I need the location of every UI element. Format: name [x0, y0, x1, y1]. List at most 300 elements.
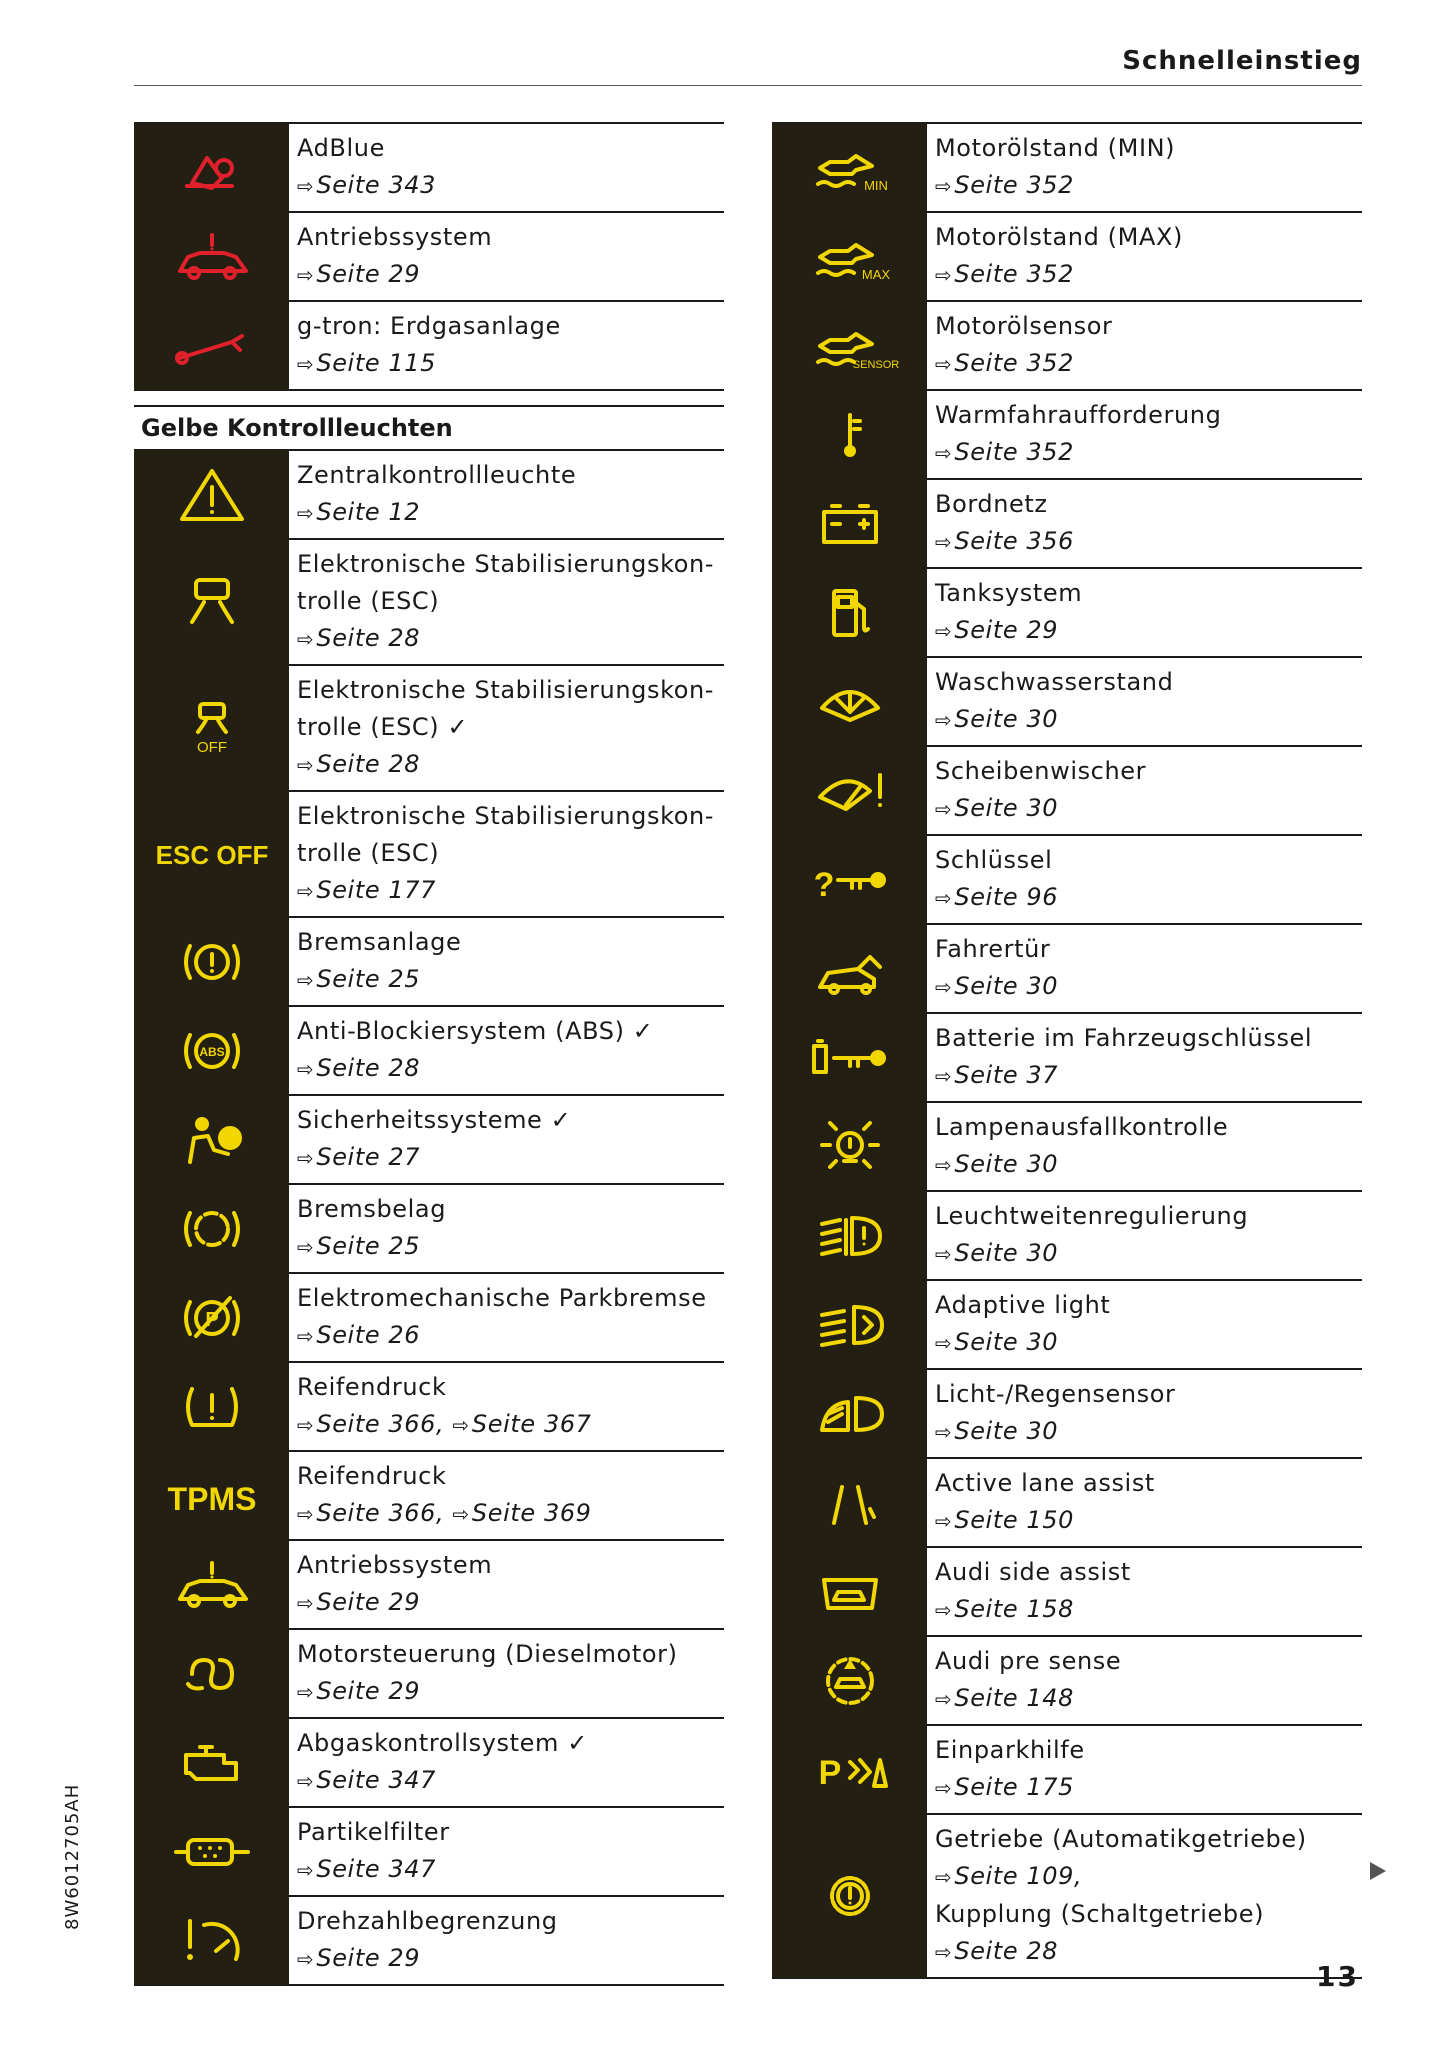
washer-fluid-icon: [772, 657, 927, 746]
arrow-right-icon: ⇨: [297, 1591, 315, 1615]
indicator-row: [772, 1724, 1362, 1813]
indicator-label: Licht-/Regensensor: [935, 1380, 1176, 1408]
oil-sensor-icon: [772, 301, 927, 390]
indicator-label: Elektronische Stabilisierungskon- trolle (ESC) ✓: [297, 676, 715, 741]
page-reference-line: [297, 1050, 724, 1088]
indicator-row: [134, 211, 724, 300]
indicator-row: [772, 1190, 1362, 1279]
page-reference-line: [935, 1769, 1362, 1807]
page-reference-link[interactable]: Seite 369: [471, 1499, 592, 1527]
page-reference-line: [935, 1502, 1362, 1540]
indicator-description: [927, 1548, 1362, 1635]
indicator-description: [289, 1719, 724, 1806]
indicator-description: [289, 1541, 724, 1628]
indicator-description: [289, 1185, 724, 1272]
page-reference-line: [297, 494, 724, 532]
indicator-description: [927, 658, 1362, 745]
page-reference-link[interactable]: Seite 352: [954, 438, 1075, 466]
indicator-row: [134, 1895, 724, 1986]
indicator-description: [289, 1363, 724, 1450]
indicator-row: [772, 1368, 1362, 1457]
page-reference-line: [297, 1317, 724, 1355]
header-rule: [134, 85, 1362, 86]
arrow-right-icon: ⇨: [935, 708, 953, 732]
page-reference-link[interactable]: Seite 96: [954, 883, 1059, 911]
indicator-description: [927, 124, 1362, 211]
indicator-row: [134, 538, 724, 664]
indicator-row: [772, 389, 1362, 478]
indicator-label: Adaptive light: [935, 1291, 1111, 1319]
arrow-right-icon: ⇨: [297, 1324, 315, 1348]
indicator-row: [772, 1012, 1362, 1101]
pre-sense-icon: [772, 1636, 927, 1725]
indicator-label: Bremsbelag: [297, 1195, 447, 1223]
page-reference-line: [935, 612, 1362, 650]
arrow-right-icon: ⇨: [297, 263, 315, 287]
page-reference-link[interactable]: Seite 115: [316, 349, 437, 377]
indicator-description: [927, 925, 1362, 1012]
red-indicator-list: [134, 122, 724, 391]
arrow-right-icon: ⇨: [935, 530, 953, 554]
svg-text:SENSOR: SENSOR: [852, 358, 899, 371]
page-reference-line: [935, 1057, 1362, 1095]
page-reference-line: [297, 1139, 724, 1177]
page-reference-link[interactable]: Seite 352: [954, 171, 1075, 199]
indicator-description: [927, 480, 1362, 567]
svg-text:MIN: MIN: [863, 177, 888, 193]
indicator-row: [134, 664, 724, 790]
indicator-row: [134, 1094, 724, 1183]
door-icon: [772, 924, 927, 1013]
indicator-description: [927, 213, 1362, 300]
indicator-row: [772, 656, 1362, 745]
page-reference-link[interactable]: Seite 28: [316, 750, 421, 778]
indicator-description: [289, 213, 724, 300]
rpm-limit-icon: [134, 1896, 289, 1985]
indicator-label: Lampenausfallkontrolle: [935, 1113, 1229, 1141]
arrow-right-icon: ⇨: [935, 1242, 953, 1266]
arrow-right-icon: ⇨: [452, 1502, 470, 1526]
arrow-right-icon: ⇨: [935, 886, 953, 910]
arrow-right-icon: ⇨: [297, 1680, 315, 1704]
indicator-description: [289, 666, 724, 790]
thermometer-icon: [772, 390, 927, 479]
yellow-indicator-list: [134, 449, 724, 1986]
indicator-label: Motorölstand (MAX): [935, 223, 1183, 251]
indicator-label: Bordnetz: [935, 490, 1048, 518]
page-reference-link[interactable]: Seite 28: [954, 1937, 1059, 1965]
svg-text:ABS: ABS: [198, 1044, 225, 1059]
car-warning-icon: [134, 212, 289, 301]
left-column: [134, 122, 724, 1986]
parking-aid-icon: [772, 1725, 927, 1814]
adaptive-light-icon: [772, 1280, 927, 1369]
page-reference-line: [935, 167, 1362, 205]
arrow-right-icon: ⇨: [935, 1064, 953, 1088]
airbag-icon: [134, 1095, 289, 1184]
page-reference-link[interactable]: Seite 30: [954, 1328, 1059, 1356]
arrow-right-icon: ⇨: [297, 753, 315, 777]
indicator-label: Waschwasserstand: [935, 668, 1174, 696]
page-reference-line: [935, 1146, 1362, 1184]
indicator-label: Motorölsensor: [935, 312, 1113, 340]
indicator-description: [289, 792, 724, 916]
page-reference-link[interactable]: Seite 352: [954, 260, 1075, 288]
right-column: [772, 122, 1362, 1979]
indicator-label: Warmfahraufforderung: [935, 401, 1222, 429]
indicator-label: Kupplung (Schaltgetriebe): [935, 1900, 1265, 1928]
page-reference-link[interactable]: Seite 30: [954, 705, 1059, 733]
yellow-indicator-list-continued: [772, 122, 1362, 1979]
indicator-label: Scheibenwischer: [935, 757, 1147, 785]
abs-icon: [134, 1006, 289, 1095]
svg-text:P: P: [204, 1308, 219, 1331]
indicator-label: Antriebssystem: [297, 223, 493, 251]
page-reference-line: [935, 1413, 1362, 1451]
indicator-description: [927, 836, 1362, 923]
page-reference-line: [935, 345, 1362, 383]
page-reference-line: [935, 256, 1362, 294]
page-reference-link[interactable]: Seite 30: [954, 972, 1059, 1000]
indicator-row: [134, 1183, 724, 1272]
indicator-label: Leuchtweitenregulierung: [935, 1202, 1249, 1230]
indicator-label: Fahrertür: [935, 935, 1051, 963]
indicator-row: [134, 1806, 724, 1895]
indicator-row: [134, 1361, 724, 1450]
indicator-description: [927, 1281, 1362, 1368]
page-reference-link[interactable]: Seite 12: [316, 498, 421, 526]
indicator-row: [134, 1005, 724, 1094]
indicator-row: [772, 1457, 1362, 1546]
page-reference-line: [935, 1324, 1362, 1362]
page-reference-link[interactable]: Seite 366: [316, 1499, 437, 1527]
indicator-label: Reifendruck: [297, 1373, 447, 1401]
indicator-row: [772, 122, 1362, 211]
brake-pad-icon: [134, 1184, 289, 1273]
page-reference-line: [297, 746, 724, 784]
page-reference-link[interactable]: Seite 29: [316, 1944, 421, 1972]
arrow-right-icon: ⇨: [297, 1413, 315, 1437]
arrow-right-icon: ⇨: [297, 174, 315, 198]
page-reference-line: [297, 1228, 724, 1266]
indicator-row: [134, 1272, 724, 1361]
indicator-label: Elektromechanische Parkbremse: [297, 1284, 707, 1312]
battery-icon: [772, 479, 927, 568]
indicator-description: [927, 747, 1362, 834]
arrow-right-icon: ⇨: [297, 1858, 315, 1882]
page-reference-line: [935, 1235, 1362, 1273]
arrow-right-icon: ⇨: [935, 174, 953, 198]
arrow-right-icon: ⇨: [935, 1776, 953, 1800]
side-assist-icon: [772, 1547, 927, 1636]
indicator-label: Drehzahlbegrenzung: [297, 1907, 558, 1935]
lane-assist-icon: [772, 1458, 927, 1547]
indicator-row: [772, 1101, 1362, 1190]
indicator-row: [772, 834, 1362, 923]
light-rain-sensor-icon: [772, 1369, 927, 1458]
indicator-label: Active lane assist: [935, 1469, 1155, 1497]
wrench-icon: [134, 301, 289, 390]
indicator-description: [927, 1014, 1362, 1101]
svg-text:TPMS: TPMS: [167, 1480, 256, 1517]
oil-max-icon: [772, 212, 927, 301]
indicator-label: Elektronische Stabilisierungskon- trolle (ESC): [297, 550, 715, 615]
indicator-label: Getriebe (Automatikgetriebe): [935, 1825, 1307, 1853]
indicator-description: [927, 302, 1362, 389]
arrow-right-icon: ⇨: [297, 1947, 315, 1971]
svg-text:ESC OFF: ESC OFF: [155, 840, 268, 870]
indicator-description: [289, 451, 724, 538]
arrow-right-icon: ⇨: [935, 441, 953, 465]
page-reference-line: [935, 1591, 1362, 1629]
page-reference-line: [297, 1851, 724, 1889]
page-reference-line: [297, 872, 724, 910]
tpms-icon: [134, 1451, 289, 1540]
svg-text:P: P: [818, 1753, 841, 1792]
indicator-description: [927, 1459, 1362, 1546]
page-reference-link[interactable]: Seite 30: [954, 1417, 1059, 1445]
page-reference-line: [297, 1673, 724, 1711]
indicator-description: [927, 1370, 1362, 1457]
indicator-label: Partikelfilter: [297, 1818, 450, 1846]
key-battery-icon: [772, 1013, 927, 1102]
page-reference-line: [297, 345, 724, 383]
page-reference-link[interactable]: Seite 29: [316, 1588, 421, 1616]
indicator-label: Elektronische Stabilisierungskon- trolle (ESC): [297, 802, 715, 867]
arrow-right-icon: ⇨: [935, 1420, 953, 1444]
page-reference-line: [297, 1762, 724, 1800]
wiper-icon: [772, 746, 927, 835]
indicator-description: [289, 540, 724, 664]
indicator-label: Audi side assist: [935, 1558, 1131, 1586]
esc-off-symbol-icon: [134, 665, 289, 791]
indicator-row: [772, 923, 1362, 1012]
page-reference-line: [297, 1940, 724, 1978]
indicator-row: [134, 1539, 724, 1628]
indicator-label: Bremsanlage: [297, 928, 462, 956]
indicator-label: Motorölstand (MIN): [935, 134, 1176, 162]
key-question-icon: [772, 835, 927, 924]
indicator-row: [134, 916, 724, 1005]
glow-plug-icon: [134, 1629, 289, 1718]
indicator-label: Antriebssystem: [297, 1551, 493, 1579]
indicator-label: Reifendruck: [297, 1462, 447, 1490]
oil-min-icon: [772, 123, 927, 212]
indicator-row: [134, 1717, 724, 1806]
document-code: 8W6012705AH: [62, 1783, 83, 1930]
parking-brake-icon: [134, 1273, 289, 1362]
car-warning-icon: [134, 1540, 289, 1629]
page-reference-link[interactable]: Seite 28: [316, 624, 421, 652]
indicator-description: [927, 1637, 1362, 1724]
page-reference-line: [935, 879, 1362, 917]
indicator-row: [772, 1546, 1362, 1635]
indicator-label: g-tron: Erdgasanlage: [297, 312, 561, 340]
page-reference-line: [935, 1858, 1362, 1896]
arrow-right-icon: ⇨: [935, 1687, 953, 1711]
indicator-row: [772, 300, 1362, 389]
arrow-right-icon: ⇨: [297, 1502, 315, 1526]
indicator-description: [289, 1274, 724, 1361]
page-number: 13: [1316, 1960, 1359, 1993]
svg-text:MAX: MAX: [861, 266, 890, 282]
warning-triangle-icon: [134, 450, 289, 539]
arrow-right-icon: ⇨: [297, 968, 315, 992]
indicator-row: [134, 300, 724, 391]
page-header-title: Schnelleinstieg: [1122, 46, 1362, 76]
indicator-description: [289, 1808, 724, 1895]
indicator-description: [289, 1630, 724, 1717]
page-reference-link[interactable]: Seite 148: [954, 1684, 1075, 1712]
page-reference-line: ⇨Seite 366, ⇨Seite 369: [297, 1499, 592, 1527]
page-reference-line: [935, 523, 1362, 561]
page-reference-link[interactable]: Seite 347: [316, 1855, 437, 1883]
arrow-right-icon: ⇨: [297, 1769, 315, 1793]
indicator-row: [772, 1279, 1362, 1368]
indicator-label: AdBlue: [297, 134, 385, 162]
indicator-row: [772, 1635, 1362, 1724]
adblue-icon: [134, 123, 289, 212]
gear-warning-icon: [772, 1814, 927, 1978]
fuel-icon: [772, 568, 927, 657]
arrow-right-icon: ⇨: [935, 1940, 953, 1964]
page-reference-line: ⇨Seite 366, ⇨Seite 367: [297, 1410, 592, 1438]
arrow-right-icon: ⇨: [935, 1865, 953, 1889]
indicator-description: [927, 1726, 1362, 1813]
indicator-description: [289, 124, 724, 211]
indicator-description: [927, 1192, 1362, 1279]
page-reference-link[interactable]: Seite 29: [316, 1677, 421, 1705]
arrow-right-icon: ⇨: [935, 352, 953, 376]
arrow-right-icon: ⇨: [935, 1509, 953, 1533]
page-reference-link[interactable]: Seite 30: [954, 1239, 1059, 1267]
page-reference-link[interactable]: Seite 150: [954, 1506, 1075, 1534]
page-reference-link[interactable]: Seite 25: [316, 965, 421, 993]
page-reference-line: [297, 256, 724, 294]
page-reference-line: [297, 961, 724, 999]
continue-arrow-icon: [1370, 1862, 1386, 1880]
arrow-right-icon: ⇨: [935, 1598, 953, 1622]
indicator-description: [927, 1815, 1362, 1977]
esc-icon: [134, 539, 289, 665]
indicator-row: [134, 1450, 724, 1539]
page-reference-line: [935, 701, 1362, 739]
page-reference-line: [297, 1584, 724, 1622]
indicator-description: [289, 1096, 724, 1183]
page-reference-link[interactable]: Seite 352: [954, 349, 1075, 377]
arrow-right-icon: ⇨: [297, 501, 315, 525]
indicator-description: [289, 1452, 724, 1539]
indicator-label: Audi pre sense: [935, 1647, 1122, 1675]
page-reference-link[interactable]: Seite 37: [954, 1061, 1059, 1089]
indicator-row: [134, 1628, 724, 1717]
arrow-right-icon: ⇨: [935, 263, 953, 287]
section-header-yellow: Gelbe Kontrollleuchten: [134, 405, 724, 449]
indicator-row: [772, 567, 1362, 656]
indicator-row: [772, 745, 1362, 834]
indicator-label: Abgaskontrollsystem ✓: [297, 1729, 588, 1757]
page-reference-line: [935, 790, 1362, 828]
indicator-label: Schlüssel: [935, 846, 1053, 874]
esc-off-text-icon: [134, 791, 289, 917]
indicator-label: Motorsteuerung (Dieselmotor): [297, 1640, 678, 1668]
arrow-right-icon: ⇨: [297, 1146, 315, 1170]
indicator-description: [289, 302, 724, 389]
indicator-label: Batterie im Fahrzeugschlüssel: [935, 1024, 1313, 1052]
indicator-row: [134, 790, 724, 916]
page-reference-link[interactable]: Seite 28: [316, 1054, 421, 1082]
page-reference-line: [935, 434, 1362, 472]
indicator-description: [289, 1007, 724, 1094]
page-reference-link[interactable]: Seite 177: [316, 876, 437, 904]
arrow-right-icon: ⇨: [297, 879, 315, 903]
headlight-range-icon: [772, 1191, 927, 1280]
page-reference-line: [935, 1933, 1362, 1971]
page-reference-link[interactable]: Seite 175: [954, 1773, 1075, 1801]
page-reference-link[interactable]: Seite 347: [316, 1766, 437, 1794]
page-reference-link[interactable]: Seite 29: [954, 616, 1059, 644]
page-reference-link[interactable]: Seite 367: [471, 1410, 592, 1438]
indicator-label: Zentralkontrollleuchte: [297, 461, 577, 489]
page-reference-line: [935, 968, 1362, 1006]
indicator-label: Sicherheitssysteme ✓: [297, 1106, 572, 1134]
page-reference-link[interactable]: Seite 30: [954, 794, 1059, 822]
arrow-right-icon: ⇨: [935, 975, 953, 999]
brake-icon: [134, 917, 289, 1006]
arrow-right-icon: ⇨: [935, 1153, 953, 1177]
indicator-row: [134, 122, 724, 211]
indicator-row: [772, 211, 1362, 300]
page-reference-link[interactable]: Seite 343: [316, 171, 437, 199]
page-reference-link[interactable]: Seite 109,: [954, 1862, 1083, 1890]
svg-text:OFF: OFF: [196, 739, 227, 756]
indicator-description: [927, 391, 1362, 478]
page-reference-link[interactable]: Seite 158: [954, 1595, 1075, 1623]
indicator-row: [134, 449, 724, 538]
arrow-right-icon: ⇨: [935, 619, 953, 643]
arrow-right-icon: ⇨: [297, 1057, 315, 1081]
page-reference-link[interactable]: Seite 27: [316, 1143, 421, 1171]
indicator-description: [289, 918, 724, 1005]
page-reference-link[interactable]: Seite 25: [316, 1232, 421, 1260]
page-reference-link[interactable]: Seite 366: [316, 1410, 437, 1438]
indicator-row: [772, 1813, 1362, 1979]
tire-pressure-icon: [134, 1362, 289, 1451]
page-reference-link[interactable]: Seite 356: [954, 527, 1075, 555]
indicator-row: [772, 478, 1362, 567]
page-reference-link[interactable]: Seite 29: [316, 260, 421, 288]
page-reference-line: [935, 1680, 1362, 1718]
arrow-right-icon: ⇨: [297, 352, 315, 376]
indicator-label: Anti-Blockiersystem (ABS) ✓: [297, 1017, 654, 1045]
particle-filter-icon: [134, 1807, 289, 1896]
arrow-right-icon: ⇨: [452, 1413, 470, 1437]
arrow-right-icon: ⇨: [935, 797, 953, 821]
svg-text:?: ?: [813, 865, 834, 904]
engine-icon: [134, 1718, 289, 1807]
page-reference-link[interactable]: Seite 30: [954, 1150, 1059, 1178]
page-reference-line: [297, 620, 724, 658]
page-reference-link[interactable]: Seite 26: [316, 1321, 421, 1349]
indicator-label: Einparkhilfe: [935, 1736, 1085, 1764]
arrow-right-icon: ⇨: [297, 627, 315, 651]
page-reference-line: [297, 167, 724, 205]
indicator-description: [927, 1103, 1362, 1190]
indicator-description: [927, 569, 1362, 656]
arrow-right-icon: ⇨: [935, 1331, 953, 1355]
bulb-failure-icon: [772, 1102, 927, 1191]
arrow-right-icon: ⇨: [297, 1235, 315, 1259]
